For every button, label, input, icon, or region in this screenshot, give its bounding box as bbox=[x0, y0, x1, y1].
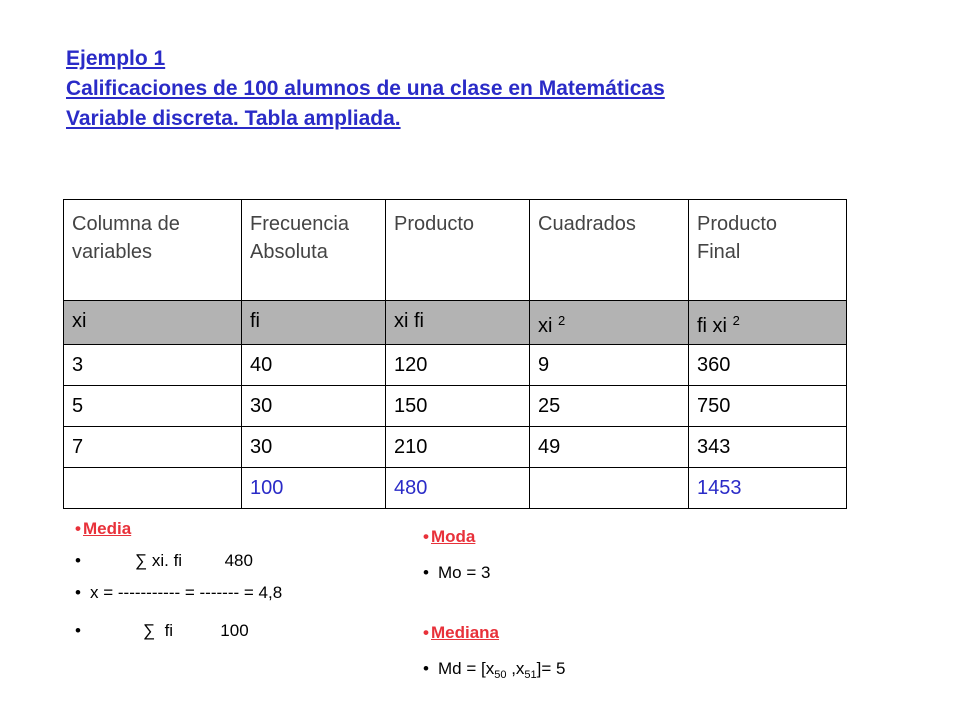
total-cell: 480 bbox=[386, 468, 530, 509]
title-line-3: Variable discreta. Tabla ampliada. bbox=[66, 107, 401, 130]
header-cell: Producto Final bbox=[689, 200, 847, 301]
table-cell: 120 bbox=[386, 345, 530, 386]
table-header-row bbox=[64, 200, 847, 301]
table-cell: 49 bbox=[530, 427, 689, 468]
media-formula-equation: • x = ----------- = ------- = 4,8 bbox=[75, 577, 282, 609]
table-row bbox=[64, 386, 847, 427]
symbol-cell: xi bbox=[64, 301, 242, 345]
document-title bbox=[66, 44, 665, 134]
symbol-cell: fi bbox=[242, 301, 386, 345]
mediana-section bbox=[423, 617, 566, 685]
mediana-heading: • Mediana bbox=[423, 617, 566, 649]
moda-value: • Mo = 3 bbox=[423, 557, 490, 589]
table-row bbox=[64, 345, 847, 386]
media-formula-numerator: • ∑ xi. fi 480 bbox=[75, 545, 282, 577]
table-cell: 7 bbox=[64, 427, 242, 468]
media-formula-denominator: • ∑ fi 100 bbox=[75, 615, 282, 647]
title-line-2: Calificaciones de 100 alumnos de una clase en Matemáticas bbox=[66, 77, 665, 100]
table-cell: 343 bbox=[689, 427, 847, 468]
symbol-cell: xi $^2$ bbox=[530, 301, 689, 345]
total-cell: 100 bbox=[242, 468, 386, 509]
table-cell: 5 bbox=[64, 386, 242, 427]
header-cell: Columna de variables bbox=[64, 200, 242, 301]
table-cell: 30 bbox=[242, 386, 386, 427]
table-row bbox=[64, 427, 847, 468]
moda-heading: • Moda bbox=[423, 521, 490, 553]
total-cell: 1453 bbox=[689, 468, 847, 509]
table-cell: 750 bbox=[689, 386, 847, 427]
table-cell: 210 bbox=[386, 427, 530, 468]
symbol-cell: xi fi bbox=[386, 301, 530, 345]
table-symbol-row bbox=[64, 301, 847, 345]
header-cell: Cuadrados bbox=[530, 200, 689, 301]
moda-section bbox=[423, 521, 490, 589]
table-cell: 9 bbox=[530, 345, 689, 386]
table-cell: 360 bbox=[689, 345, 847, 386]
media-heading: • Media bbox=[75, 513, 282, 545]
media-section bbox=[75, 513, 282, 647]
header-cell: Frecuencia Absoluta bbox=[242, 200, 386, 301]
table-cell: 30 bbox=[242, 427, 386, 468]
table-cell: 25 bbox=[530, 386, 689, 427]
table-total-row bbox=[64, 468, 847, 509]
frequency-table bbox=[63, 199, 847, 509]
total-cell bbox=[530, 468, 689, 509]
total-cell bbox=[64, 468, 242, 509]
mediana-value: • $Md = [x_{50}$ $,x_{51}]= 5$ bbox=[423, 653, 566, 685]
title-line-1: Ejemplo 1 bbox=[66, 47, 166, 70]
table-cell: 40 bbox=[242, 345, 386, 386]
table-cell: 3 bbox=[64, 345, 242, 386]
header-cell: Producto bbox=[386, 200, 530, 301]
table-cell: 150 bbox=[386, 386, 530, 427]
symbol-cell: fi xi $^2$ bbox=[689, 301, 847, 345]
